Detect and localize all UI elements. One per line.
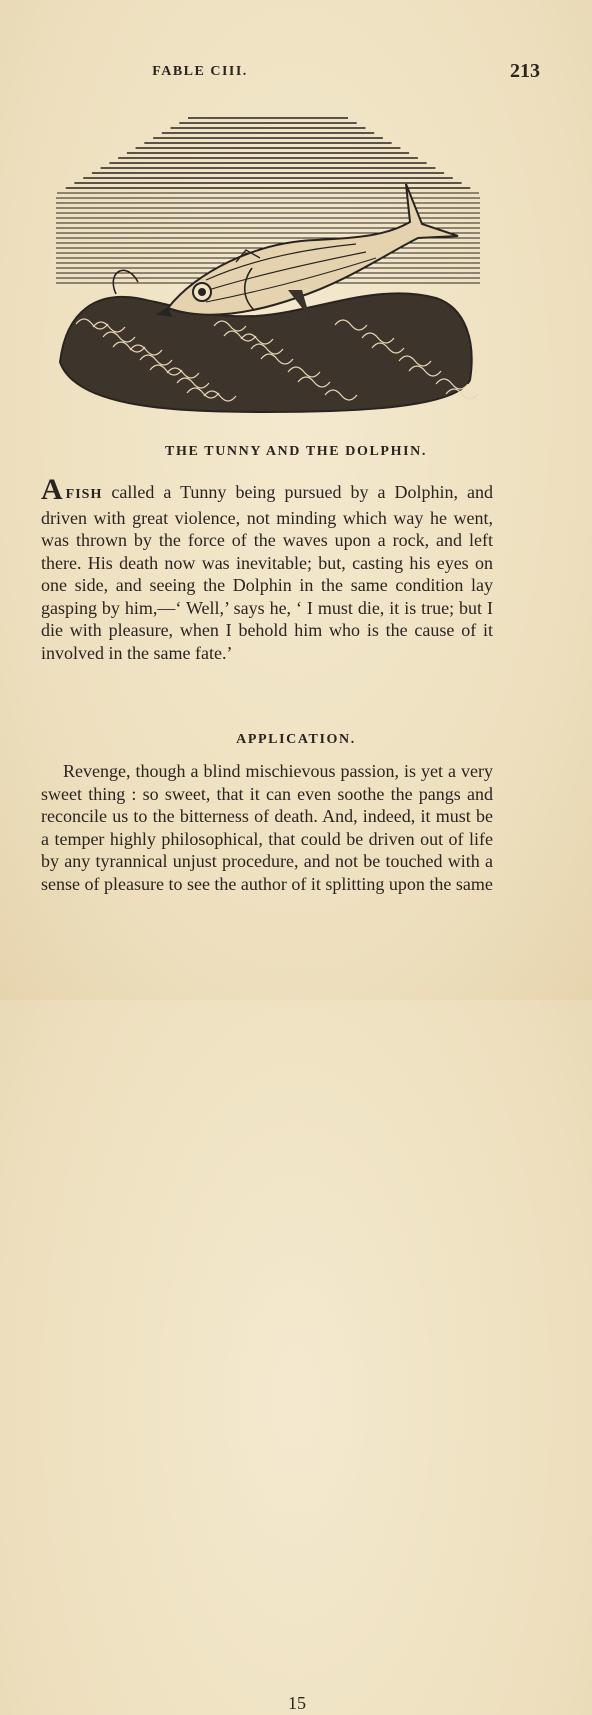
page-number: 213 bbox=[510, 60, 540, 82]
running-title: FABLE CIII. bbox=[152, 64, 248, 79]
application-body bbox=[41, 760, 493, 1713]
drop-cap: A bbox=[41, 473, 63, 506]
opening-word: FISH bbox=[65, 487, 103, 502]
fable-title: THE TUNNY AND THE DOLPHIN. bbox=[165, 444, 427, 459]
fable-body bbox=[41, 473, 493, 664]
fable-paragraph bbox=[41, 473, 493, 664]
engraving-illustration bbox=[56, 112, 480, 418]
running-head bbox=[40, 60, 540, 86]
application-paragraph: Revenge, though a blind mischievous passion, is yet a very sweet thing : so sweet, that it can even soothe the pangs and reconcile us to the bitterness of death. And, indeed, it must be a temper highly philosophical, that could be driven out of life by any tyrannical unjust procedure, and not be touched with a sense of pleasure to see the author of it splitting upon the same bbox=[41, 761, 493, 894]
fable-text: called a Tunny being pursued by a Dolphin, and driven with great violence, not minding which way he went, was thrown by the force of the waves upon a rock, and left there. His death now was inevitable; but, casting his eyes on one side, and seeing the Dolphin in the same condition lay gasping by him,—‘ Well,’ says he, ‘ I must die, it is true; but I die with pleasure, when I behold him who is the cause of it involved in the same fate.’ bbox=[41, 482, 493, 663]
signature-mark: 15 bbox=[288, 1693, 306, 1713]
application-heading: APPLICATION. bbox=[236, 732, 356, 747]
